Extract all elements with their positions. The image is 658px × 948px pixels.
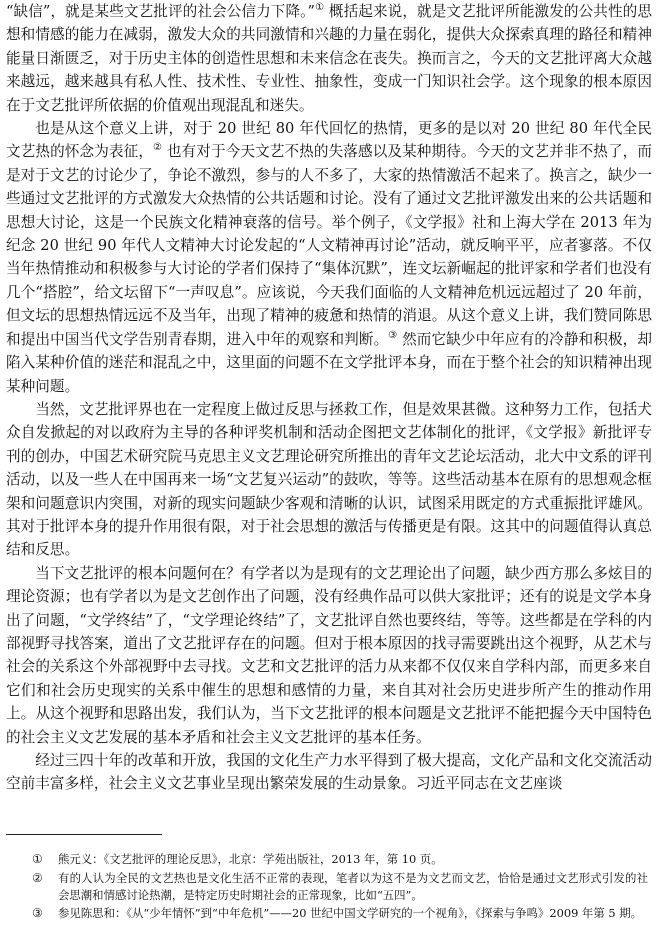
footnote-marker: ②: [32, 870, 43, 885]
footnote: [32, 905, 648, 922]
article-body: [6, 0, 652, 796]
footnote-text: 有的人认为全民的文艺热也是文化生活不正常的表现，笔者以为这不是为文艺而文艺，恰恰是通过文艺形式引发的社会思潮和情感讨论热潮，是特定历史时期社会的正常现象，比如“五四”。: [58, 870, 648, 902]
paragraph-text: 当下文艺批评的根本问题何在？有学者以为是现有的文艺理论出了问题，缺少西方那么多炫目的理论资源；也有学者以为是文艺创作出了问题，没有经典作品可以供大家批评；还有的说是文学本身出了问题，“文学终结”了，“文学理论终结”了，文艺批评自然也要终结，等等。这些都是在学科的内部视野寻找答案，道出了文艺批评存在的问题。但对于根本原因的找寻需要跳出这个视野，从艺术与社会的关系这个外部视野中去寻找。文艺和文艺批评的活力从来都不仅仅来自学科内部，而更多来自它们和社会历史现实的关系中催生的思想和感情的力量，来自其对社会历史进步所产生的推动作用上。从这个视野和思路出发，我们认为，当下文艺批评的根本问题是文艺批评不能把握今天中国特色的社会主义文艺发展的基本矛盾和社会主义文艺批评的基本任务。: [6, 564, 652, 746]
body-paragraph: [6, 562, 652, 749]
footnote-text: 参见陈思和：《从“少年情怀”到“中年危机”——20 世纪中国文学研究的一个视角》，《探索与争鸣》2009 年第 5 期。: [58, 906, 642, 921]
footnote: [32, 851, 648, 868]
footnote-reference[interactable]: ②: [153, 142, 163, 154]
body-paragraph: [6, 398, 652, 562]
footnote: [32, 870, 648, 904]
footnote-reference[interactable]: ①: [315, 2, 325, 14]
footnote-marker: ③: [32, 906, 43, 921]
footnotes: [32, 851, 648, 924]
body-paragraph: [6, 749, 652, 796]
paragraph-text: 然而它缺少中年应有的冷静和积极，却陷入某种价值的迷茫和混乱之中，这里面的问题不在文学批评本身，而在于整个社会的知识精神出现某种问题。: [6, 330, 652, 395]
footnote-divider: [6, 834, 162, 835]
paragraph-text: 当然，文艺批评界也在一定程度上做过反思与拯救工作，但是效果甚微。这种努力工作，包括犬众自发掀起的对以政府为主导的各种评奖机制和活动企图把文艺体制化的批评，《文学报》新批评专刊的创办，中国艺术研究院马克思主义文艺理论研究所推出的青年文艺论坛活动，北大中文系的评刊活动，以及一些人在中国再来一场“文艺复兴运动”的鼓吹，等等。这些活动基本在原有的思想观念框架和问题意识内突围，对新的现实问题缺少客观和清晰的认识，试图采用既定的方式重振批评雄风。其对于批评本身的提升作用很有限，对于社会思想的激活与传播更是有限。这其中的问题值得认真总结和反思。: [6, 400, 652, 559]
paragraph-text: 概括起来说，就是文艺批评所能激发的公共性的思想和情感的能力在减弱，激发大众的共同激情和兴趣的力量在弱化，提供大众探索真理的路径和精神能量日渐匮乏，对于历史主体的创造性思想和未来信念在丧失。换而言之，今天的文艺批评离大众越来越远，越来越具有私人性、技术性、专业性、抽象性，变成一门知识社会学。这个现象的根本原因在于文艺批评所依据的价值观出现混乱和迷失。: [6, 3, 653, 114]
body-paragraph: [6, 117, 652, 398]
footnote-text: 熊元义：《文艺批评的理论反思》，北京：学苑出版社，2013 年，第 10 页。: [58, 852, 443, 866]
body-paragraph: [6, 0, 652, 117]
paragraph-text: 也是从这个意义上讲，对于 20 世纪 80 年代回忆的热情，更多的是以对 20 世纪 80 年代全民文艺热的怀念为表征，: [6, 120, 652, 161]
paragraph-text: 经过三四十年的改革和开放，我国的文化生产力水平得到了极大提高，文化产品和文化交流活动空前丰富多样，社会主义文艺事业呈现出繁荣发展的生动景象。习近平同志在文艺座谈: [6, 752, 652, 793]
paragraph-text: “缺信”，就是某些文艺批评的社会公信力下降。”: [6, 3, 316, 20]
paragraph-text: 也有对于今天文艺不热的失落感以及某种期待。今天的文艺并非不热了，而是对于文艺的讨论少了，争论不激烈，参与的人不多了，大家的热情激活不起来了。换言之，缺少一些通过文艺批评的方式激发大众热情的公共话题和讨论。没有了通过文艺批评激发出来的公共话题和思想大讨论，这是一个民族文化精神衰落的信号。举个例子，《文学报》社和上海大学在 2013 年为纪念 20 世纪 90 年代人文精神大讨论发起的“人文精神再讨论”活动，就反响平平，应者寥落。不仅当年热情推动和积极参与大讨论的学者们保持了“集体沉默”，连文坛新崛起的批评家和学者们也没有几个“搭腔”，给文坛留下“一声叹息”。应该说，今天我们面临的人文精神危机远远超过了 20 年前，但文坛的思想热情远远不及当年，出现了精神的疲惫和热情的消退。从这个意义上讲，我们赞同陈思和提出中国当代文学告别青春期，进入中年的观察和判断。: [6, 143, 652, 348]
footnote-reference[interactable]: ③: [388, 329, 398, 341]
footnote-marker: ①: [32, 852, 43, 866]
